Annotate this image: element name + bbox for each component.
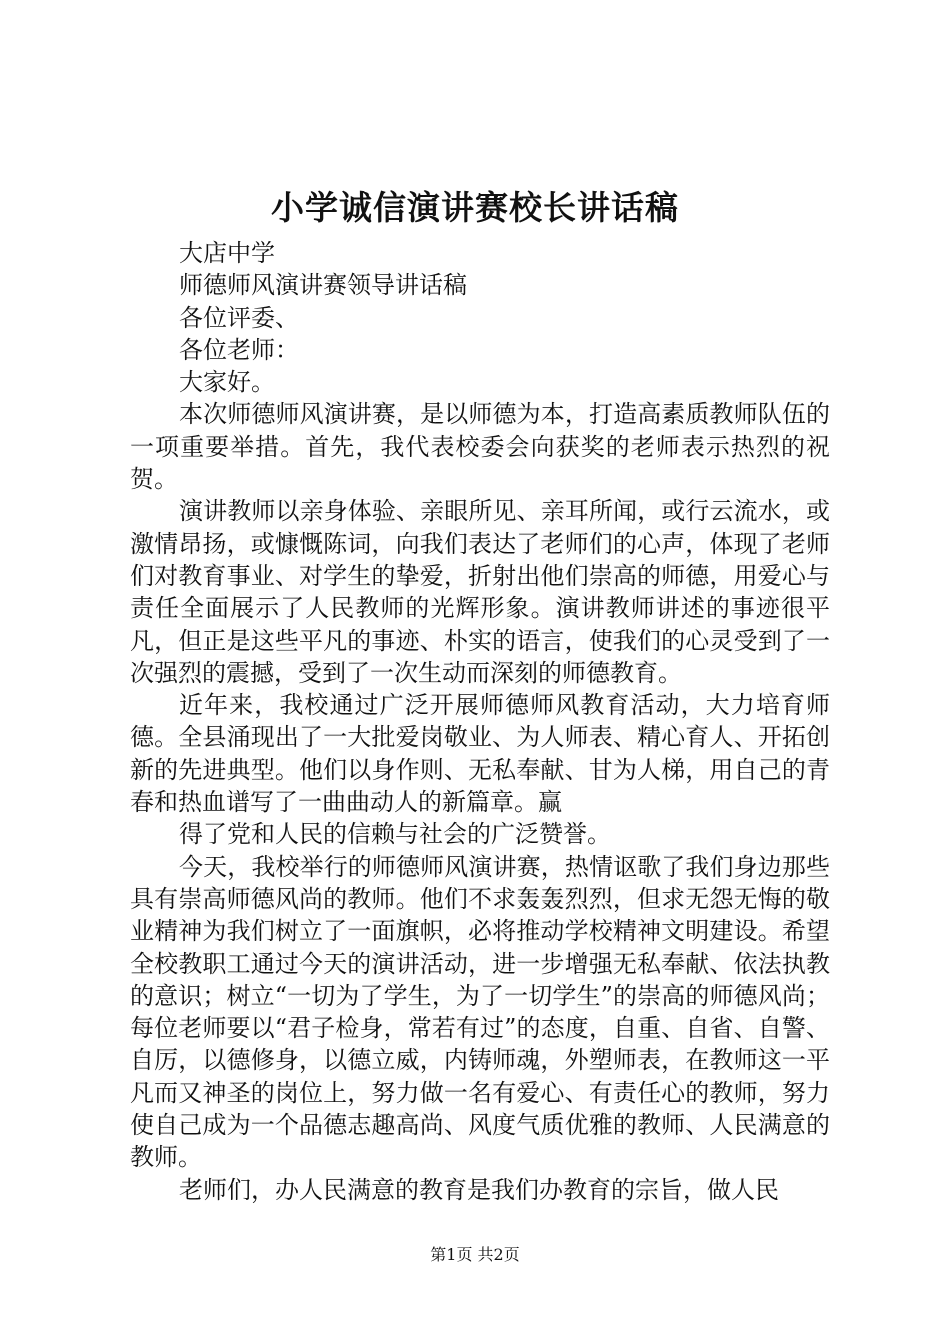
- paragraph: 大家好。: [179, 368, 275, 397]
- paragraph: 得了党和人民的信赖与社会的广泛赞誉。: [179, 820, 611, 849]
- document-body: [130, 237, 830, 1206]
- page-footer: 第1页 共2页: [430, 1245, 520, 1264]
- paragraph: 今天，我校举行的师德师风演讲赛，热情讴歌了我们身边那些具有崇高师德风尚的教师。他们不求轰轰烈烈，但求无怨无悔的敬业精神为我们树立了一面旗帜，必将推动学校精神文明建设。希望全校教职工通过今天的演讲活动，进一步增强无私奉献、依法执教的意识；树立“一切为了学生，为了一切学生”的崇高的师德风尚；每位老师要以“君子检身，常若有过”的态度，自重、自省、自警、自厉，以德修身，以德立威，内铸师魂，外塑师表，在教师这一平凡而又神圣的岗位上，努力做一名有爱心、有责任心的教师，努力使自己成为一个品德志趣高尚、风度气质优雅的教师、人民满意的教师。: [130, 852, 830, 1172]
- paragraph: 近年来，我校通过广泛开展师德师风教育活动，大力培育师德。全县涌现出了一大批爱岗敬业、为人师表、精心育人、开拓创新的先进典型。他们以身作则、无私奉献、甘为人梯，用自己的青春和热血谱写了一曲曲动人的新篇章。赢: [130, 691, 830, 817]
- paragraph: 老师们，办人民满意的教育是我们办教育的宗旨，做人民: [179, 1175, 779, 1204]
- paragraph: 各位评委、: [179, 303, 299, 332]
- paragraph: 各位老师：: [179, 335, 299, 364]
- paragraph: 演讲教师以亲身体验、亲眼所见、亲耳所闻，或行云流水，或激情昂扬，或慷慨陈词，向我们表达了老师们的心声，体现了老师们对教育事业、对学生的挚爱，折射出他们崇高的师德，用爱心与责任全面展示了人民教师的光辉形象。演讲教师讲述的事迹很平凡，但正是这些平凡的事迹、朴实的语言，使我们的心灵受到了一次强烈的震撼，受到了一次生动而深刻的师德教育。: [130, 497, 830, 687]
- paragraph: 大店中学: [179, 239, 275, 267]
- paragraph: 师德师风演讲赛领导讲话稿: [179, 271, 467, 300]
- page-title: 小学诚信演讲赛校长讲话稿: [271, 188, 679, 227]
- paragraph: 本次师德师风演讲赛，是以师德为本，打造高素质教师队伍的一项重要举措。首先，我代表校委会向获奖的老师表示热烈的祝贺。: [130, 400, 830, 494]
